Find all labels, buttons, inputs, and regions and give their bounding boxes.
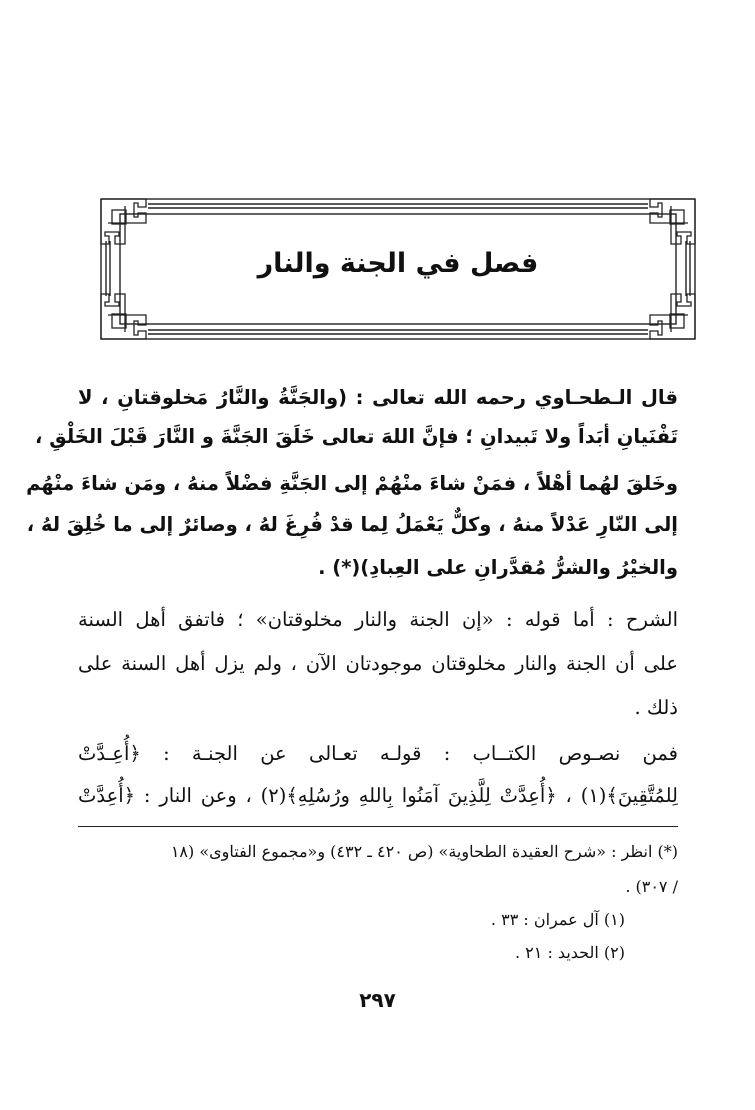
sharh-line-1: الشرح : أما قوله : «إن الجنة والنار مخلوقتان» ؛ فاتفق أهل السنة: [78, 608, 678, 631]
title-frame: [98, 196, 698, 342]
main-text-line-2: تَفْنَيانِ أبَداً ولا تَبيدانِ ؛ فإنَّ اللهَ تعالى خَلَقَ الجَنَّةَ و النَّارَ قَبْلَ الخَلْقِ ،: [35, 425, 678, 448]
main-text-line-3: وخَلقَ لهُما أهْلاً ، فمَنْ شاءَ منْهُمْ إلى الجَنَّةِ فضْلاً منهُ ، ومَن شاءَ منْهُم: [26, 472, 678, 495]
chapter-title: فصل في الجنة والنار: [257, 248, 539, 279]
sharh-line-2: على أن الجنة والنار مخلوقتان موجودتان الآن ، ولم يزل أهل السنة على: [78, 652, 678, 675]
footnote-2: (٢) الحديد : ٢١ .: [515, 943, 625, 962]
footnote-1: (١) آل عمران : ٣٣ .: [490, 910, 625, 929]
sharh-line-3: ذلك .: [634, 696, 678, 719]
page-number: ٢٩٧: [359, 988, 396, 1012]
main-text-line-4: إلى النّارِ عَدْلاً منهُ ، وكلٌّ يَعْمَلُ لِما قدْ فُرِغَ لهُ ، وصائرٌ إلى ما خُلِقَ لهُ ،: [26, 513, 678, 536]
footnote-star-line-1: (*) انظر : «شرح العقيدة الطحاوية» (ص ٤٢٠ ـ ٤٣٢) و«مجموع الفتاوى» (١٨: [170, 842, 678, 861]
main-text-line-5: والخيْرُ والشرُّ مُقدَّرانِ على العِبادِ)(*) .: [318, 556, 678, 579]
footnote-separator: [78, 826, 678, 827]
quran-line-1: فمن نصـوص الكتــاب : قولـه تعـالى عن الجنـة : ﴿أُعِـدَّتْ: [78, 742, 678, 765]
quran-line-2: لِلمُتَّقِينَ﴾(١) ، ﴿أُعِدَّتْ لِلَّذِينَ آمَنُوا بِاللهِ ورُسُلِهِ﴾(٢) ، وعن النار : ﴿أُعِدَّتْ: [78, 784, 678, 807]
footnote-star-line-2: / ٣٠٧) .: [625, 877, 678, 896]
main-text-line-1: قال الـطحـاوي رحمه الله تعالى : (والجَنَّةُ والنَّارُ مَخلوقتانِ ، لا: [78, 386, 678, 409]
